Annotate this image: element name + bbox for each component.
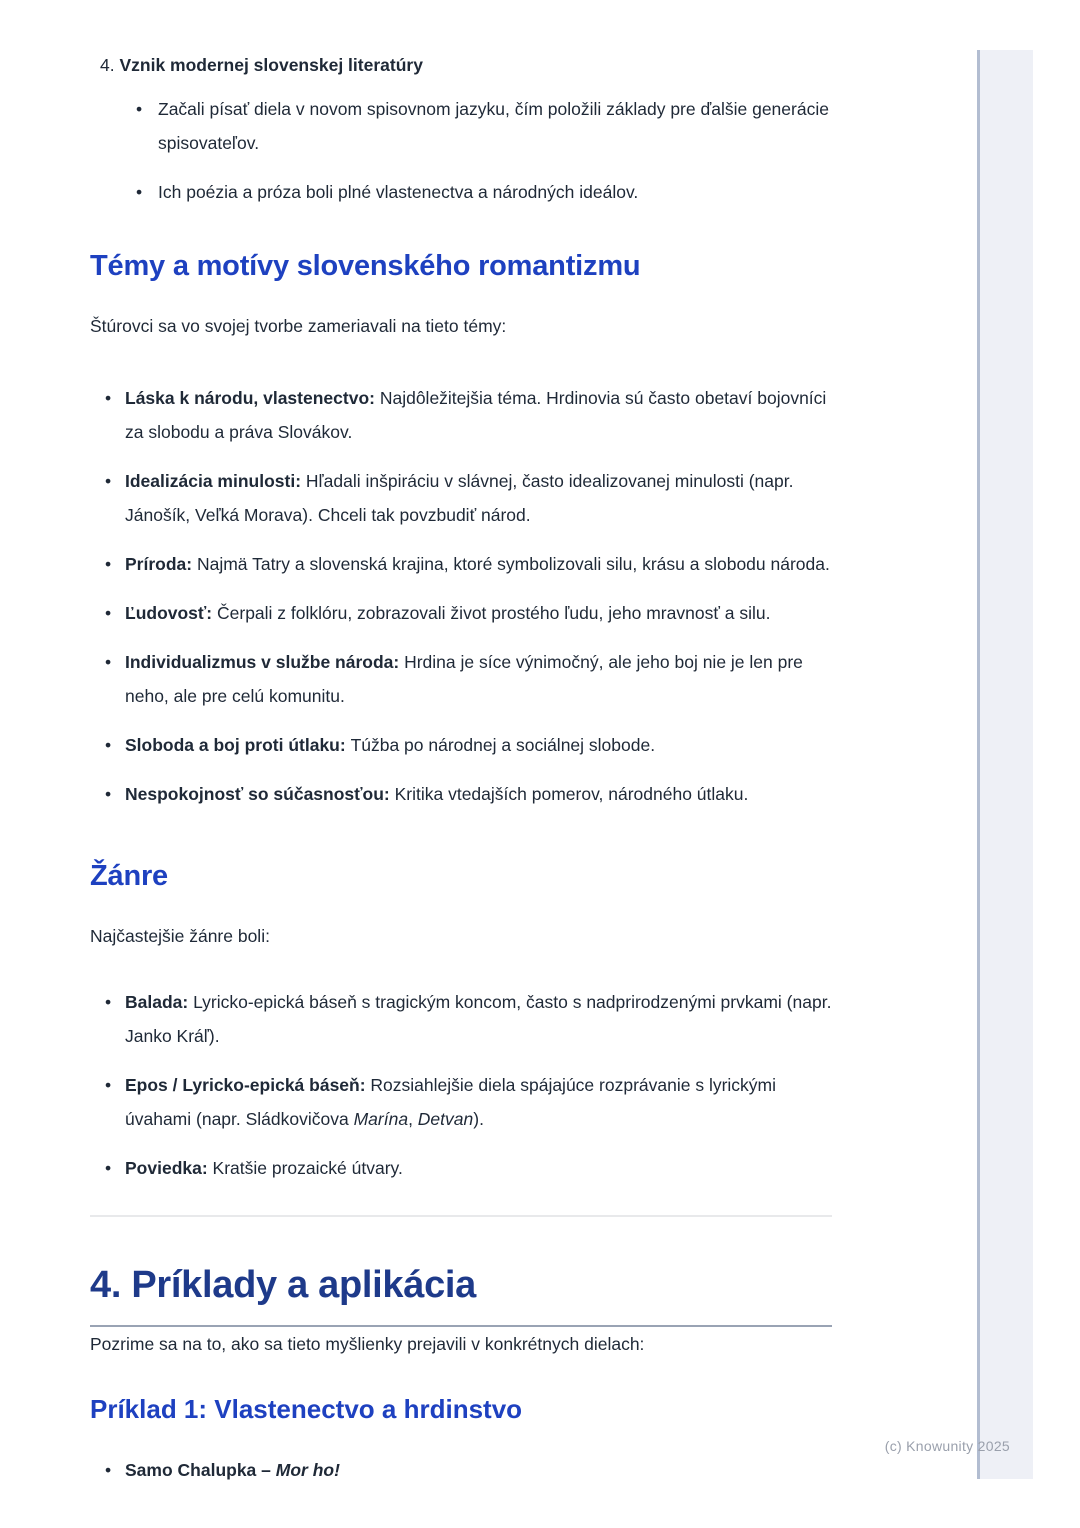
list-item: • Nespokojnosť so súčasnosťou: Kritika vtedajších pomerov, národného útlaku. [90, 777, 832, 811]
list-item: • Epos / Lyricko-epická báseň: Rozsiahlejšie diela spájajúce rozprávanie s lyrickými úvahami (napr. Sládkovičova Marína, Detvan). [90, 1068, 832, 1136]
list-item: • Láska k národu, vlastenectvo: Najdôležitejšia téma. Hrdinovia sú často obetaví bojovníci za slobodu a práva Slovákov. [90, 381, 832, 449]
numbered-item-4 [90, 50, 832, 80]
list-item: • Balada: Lyricko-epická báseň s tragickým koncom, často s nadprirodzenými prvkami (napr. Janko Kráľ). [90, 985, 832, 1053]
example-list [90, 1453, 832, 1487]
section-divider [90, 1215, 832, 1217]
examples-intro: Pozrime sa na to, ako sa tieto myšlienky prejavili v konkrétnych dielach: [90, 1334, 645, 1354]
section-heading-genres: Žánre [90, 860, 168, 892]
genres-list [90, 985, 832, 1185]
list-item: • Sloboda a boj proti útlaku: Túžba po národnej a sociálnej slobode. [90, 728, 832, 762]
list-item: • Individualizmus v službe národa: Hrdina je síce výnimočný, ale jeho boj nie je len pre neho, ale pre celú komunitu. [90, 645, 832, 713]
genres-intro: Najčastejšie žánre boli: [90, 926, 270, 946]
main-heading: 4. Príklady a aplikácia [90, 1263, 832, 1327]
section-heading-themes: Témy a motívy slovenského romantizmu [90, 250, 641, 282]
page-edge-strip [977, 50, 1033, 1479]
list-item: • Ľudovosť: Čerpali z folklóru, zobrazovali život prostého ľudu, jeho mravnosť a silu. [90, 596, 832, 630]
item-number: 4. [100, 55, 115, 75]
intro-sub-list [90, 92, 832, 209]
watermark: (c) Knowunity 2025 [884, 1438, 1010, 1454]
item-title: Vznik modernej slovenskej literatúry [119, 55, 423, 75]
themes-intro: Štúrovci sa vo svojej tvorbe zameriavali na tieto témy: [90, 316, 507, 336]
document-content [90, 50, 832, 1487]
list-item: • Príroda: Najmä Tatry a slovenská krajina, ktoré symbolizovali silu, krásu a slobodu národa. [90, 547, 832, 581]
list-item: • Poviedka: Kratšie prozaické útvary. [90, 1151, 832, 1185]
list-item: • Samo Chalupka – Mor ho! [90, 1453, 832, 1487]
list-item: • Idealizácia minulosti: Hľadali inšpiráciu v slávnej, často idealizovanej minulosti (napr. Jánošík, Veľká Morava). Chceli tak povzbudiť národ. [90, 464, 832, 532]
list-item: • Ich poézia a próza boli plné vlastenectva a národných ideálov. [90, 175, 832, 209]
list-item: • Začali písať diela v novom spisovnom jazyku, čím položili základy pre ďalšie generácie spisovateľov. [90, 92, 832, 160]
themes-list [90, 381, 832, 811]
example-heading: Príklad 1: Vlastenectvo a hrdinstvo [90, 1394, 523, 1424]
